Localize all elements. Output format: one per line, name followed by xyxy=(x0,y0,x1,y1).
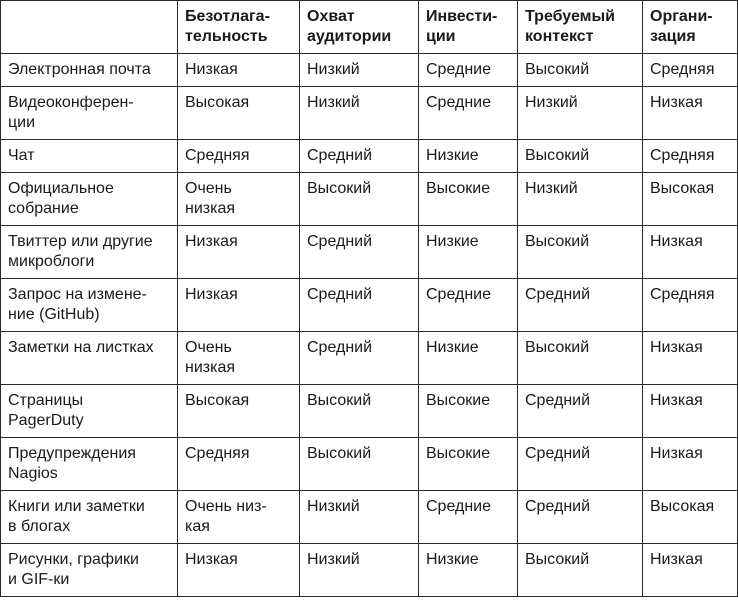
table-cell: Низкий xyxy=(518,87,643,140)
table-cell: Низкий xyxy=(518,173,643,226)
table-row xyxy=(1,544,738,597)
table-cell: Очень низкая xyxy=(178,332,300,385)
row-label: Предупреждения Nagios xyxy=(1,438,178,491)
row-label: Книги или заметки в блогах xyxy=(1,491,178,544)
table-cell: Высокие xyxy=(419,173,518,226)
table-cell: Низкий xyxy=(300,54,419,87)
table-cell: Низкая xyxy=(643,544,738,597)
table-row xyxy=(1,332,738,385)
table-cell: Средняя xyxy=(178,140,300,173)
table-cell: Низкие xyxy=(419,140,518,173)
row-label: Заметки на листках xyxy=(1,332,178,385)
table-cell: Высокий xyxy=(518,54,643,87)
table-cell: Средний xyxy=(300,332,419,385)
table-cell: Низкая xyxy=(643,332,738,385)
table-cell: Очень низ- кая xyxy=(178,491,300,544)
table-row xyxy=(1,385,738,438)
header-row xyxy=(1,1,738,54)
table-cell: Средний xyxy=(300,279,419,332)
table-cell: Низкая xyxy=(178,226,300,279)
header-cell-investment: Инвести- ции xyxy=(419,1,518,54)
table-cell: Высокий xyxy=(300,173,419,226)
table-cell: Высокий xyxy=(518,332,643,385)
header-cell-reach: Охват аудитории xyxy=(300,1,419,54)
table-cell: Низкая xyxy=(643,226,738,279)
table-cell: Низкая xyxy=(643,87,738,140)
table-cell: Высокая xyxy=(178,385,300,438)
table-cell: Средняя xyxy=(178,438,300,491)
table-cell: Высокая xyxy=(178,87,300,140)
table-cell: Высокий xyxy=(300,385,419,438)
table-cell: Низкие xyxy=(419,332,518,385)
row-label: Официальное собрание xyxy=(1,173,178,226)
row-label: Страницы PagerDuty xyxy=(1,385,178,438)
header-cell-empty xyxy=(1,1,178,54)
table-cell: Высокие xyxy=(419,438,518,491)
table-cell: Низкая xyxy=(178,279,300,332)
table-row xyxy=(1,438,738,491)
table-cell: Средний xyxy=(300,226,419,279)
row-label: Рисунки, графики и GIF-ки xyxy=(1,544,178,597)
table-cell: Средние xyxy=(419,54,518,87)
table-cell: Высокий xyxy=(518,226,643,279)
table-row xyxy=(1,87,738,140)
table-cell: Высокая xyxy=(643,491,738,544)
table-cell: Средние xyxy=(419,279,518,332)
table-cell: Высокая xyxy=(643,173,738,226)
table-cell: Средний xyxy=(518,385,643,438)
table-cell: Средний xyxy=(518,491,643,544)
table-cell: Средняя xyxy=(643,54,738,87)
table-row xyxy=(1,140,738,173)
table-row xyxy=(1,173,738,226)
table-cell: Средняя xyxy=(643,279,738,332)
table-cell: Средний xyxy=(518,438,643,491)
table-cell: Высокий xyxy=(518,140,643,173)
row-label: Чат xyxy=(1,140,178,173)
table-cell: Средний xyxy=(300,140,419,173)
table-cell: Низкий xyxy=(300,544,419,597)
table-cell: Низкая xyxy=(643,385,738,438)
table-cell: Средние xyxy=(419,491,518,544)
table-cell: Высокий xyxy=(300,438,419,491)
row-label: Видеоконферен- ции xyxy=(1,87,178,140)
table-cell: Средний xyxy=(518,279,643,332)
table-row xyxy=(1,279,738,332)
header-cell-urgency: Безотлага- тельность xyxy=(178,1,300,54)
table-row xyxy=(1,54,738,87)
table-cell: Низкие xyxy=(419,544,518,597)
table-cell: Средняя xyxy=(643,140,738,173)
table-cell: Высокие xyxy=(419,385,518,438)
table-cell: Низкий xyxy=(300,491,419,544)
header-cell-context: Требуемый контекст xyxy=(518,1,643,54)
table-row xyxy=(1,491,738,544)
table-cell: Низкая xyxy=(643,438,738,491)
table-row xyxy=(1,226,738,279)
row-label: Электронная почта xyxy=(1,54,178,87)
table-cell: Низкие xyxy=(419,226,518,279)
row-label: Запрос на измене- ние (GitHub) xyxy=(1,279,178,332)
table-cell: Очень низкая xyxy=(178,173,300,226)
table-cell: Низкий xyxy=(300,87,419,140)
header-cell-organization: Органи- зация xyxy=(643,1,738,54)
row-label: Твиттер или другие микроблоги xyxy=(1,226,178,279)
table-cell: Низкая xyxy=(178,544,300,597)
table-cell: Средние xyxy=(419,87,518,140)
table-cell: Высокий xyxy=(518,544,643,597)
table-cell: Низкая xyxy=(178,54,300,87)
